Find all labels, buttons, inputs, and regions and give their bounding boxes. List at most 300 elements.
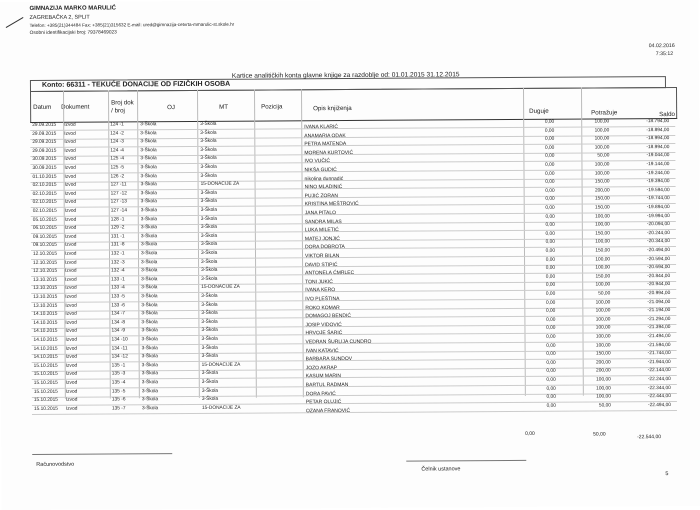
- cell-date: 15.10.2015: [33, 406, 58, 412]
- cell-broj: 133 -5: [111, 294, 125, 300]
- cell-potrazuje: 50,00: [598, 291, 611, 297]
- cell-date: 13.10.2015: [33, 277, 58, 283]
- cell-potrazuje: 100,00: [595, 308, 611, 314]
- cell-saldo: -21.194,00: [647, 308, 671, 314]
- cell-date: 29.09.2015: [32, 148, 57, 154]
- cell-saldo: -22.344,00: [647, 385, 671, 391]
- cell-document: Izvod: [64, 182, 77, 188]
- cell-saldo: -19.244,00: [646, 170, 670, 176]
- cell-oj: 3-Škola: [141, 319, 158, 326]
- cell-duguje: 0,00: [544, 128, 555, 134]
- cell-document: Izvod: [64, 174, 77, 180]
- cell-date: 13.10.2015: [33, 303, 58, 309]
- cell-potrazuje: 50,00: [597, 153, 610, 159]
- cell-document: Izvod: [64, 157, 76, 163]
- cell-opis: OZANA FRANOVIĆ: [305, 407, 351, 415]
- signature-label-left: Računovodstvo: [36, 461, 75, 468]
- page-number: 5: [665, 471, 669, 478]
- cell-mt: 3-Škola: [200, 156, 217, 162]
- col-duguje: Duguje: [529, 107, 549, 115]
- cell-date: 13.10.2015: [33, 286, 58, 292]
- cell-oj: 3-Škola: [141, 311, 158, 317]
- cell-potrazuje: 100,00: [594, 119, 610, 125]
- cell-potrazuje: 150,00: [594, 179, 610, 185]
- cell-broj: 135 -1: [111, 363, 126, 369]
- cell-duguje: 0,00: [545, 154, 555, 160]
- cell-broj: 135 -6: [111, 397, 126, 403]
- signature-label-right: Čelnik ustanove: [421, 466, 461, 473]
- cell-potrazuje: 100,00: [595, 222, 610, 228]
- cell-broj: 134 -8: [111, 320, 126, 326]
- cell-opis: BARTUL RADMAN: [305, 382, 349, 389]
- cell-opis: MORENA KURTOVIĆ: [304, 149, 354, 157]
- cell-saldo: -22.444,00: [647, 394, 671, 400]
- cell-document: Izvod: [64, 165, 76, 171]
- cell-saldo: -20.344,00: [646, 239, 670, 245]
- cell-document: Izvod: [65, 380, 78, 386]
- cell-mt: 3-Škola: [200, 233, 218, 239]
- signature-line-left: [32, 453, 172, 455]
- cell-mt: 3-Škola: [200, 130, 217, 136]
- cell-duguje: 0,00: [546, 394, 556, 400]
- cell-document: Izvod: [65, 268, 77, 274]
- cell-opis: IVANA KLARIĆ: [304, 124, 339, 131]
- cell-date: 14.10.2015: [33, 354, 58, 361]
- cell-document: Izvod: [64, 122, 76, 128]
- cell-mt: 15-DONACIJE ZA: [201, 285, 240, 291]
- cell-saldo: -19.594,00: [646, 187, 670, 193]
- org-address: ZAGREBAČKA 2, SPLIT: [29, 14, 90, 21]
- org-oib: Osobni identifikacijski broj: 79378469023: [29, 30, 117, 36]
- cell-oj: 3-Škola: [140, 165, 157, 171]
- cell-document: Izvod: [65, 354, 78, 360]
- cell-oj: 3-Škola: [141, 302, 158, 308]
- cell-duguje: 0,00: [546, 351, 556, 357]
- cell-date: 14.10.2015: [33, 320, 58, 326]
- cell-document: Izvod: [65, 346, 78, 352]
- cell-duguje: 0,00: [546, 326, 556, 332]
- cell-saldo: -22.244,00: [647, 377, 671, 383]
- cell-potrazuje: 100,00: [595, 282, 611, 288]
- cell-opis: DORA PAVIĆ: [305, 390, 336, 397]
- cell-saldo: -21.394,00: [647, 325, 671, 331]
- cell-mt: 3-Škola: [200, 224, 218, 231]
- cell-duguje: 0,00: [545, 308, 556, 314]
- cell-oj: 3-Škola: [140, 156, 157, 162]
- col-broj-dok: Broj dok: [111, 99, 134, 107]
- cell-potrazuje: 100,00: [596, 394, 611, 400]
- cell-potrazuje: 100,00: [595, 214, 610, 220]
- cell-oj: 3-Škola: [140, 122, 157, 128]
- cell-document: Izvod: [65, 372, 78, 378]
- cell-document: Izvod: [65, 303, 77, 309]
- cell-saldo: -20.694,00: [647, 265, 671, 271]
- cell-oj: 3-Škola: [141, 337, 158, 343]
- cell-potrazuje: 100,00: [596, 386, 611, 392]
- cell-opis: PETRA MATENDA: [304, 141, 347, 148]
- cell-document: Izvod: [64, 131, 76, 137]
- cell-mt: 3-Škola: [200, 147, 217, 153]
- cell-mt: 3-Škola: [200, 250, 218, 256]
- cell-document: Izvod: [65, 311, 77, 317]
- col-mt: MT: [219, 103, 229, 111]
- cell-potrazuje: 150,00: [595, 231, 610, 237]
- cell-document: Izvod: [65, 320, 77, 326]
- cell-potrazuje: 150,00: [595, 274, 611, 280]
- cell-broj: 133 -6: [111, 302, 125, 309]
- cell-saldo: -19.744,00: [646, 196, 670, 202]
- col-dokument: Dokument: [61, 103, 90, 111]
- cell-potrazuje: 100,00: [595, 343, 611, 349]
- cell-mt: 3-Škola: [201, 328, 218, 334]
- cell-mt: 3-Škola: [201, 259, 218, 265]
- col-broj: / broj: [111, 107, 125, 115]
- cell-duguje: 0,00: [546, 343, 556, 349]
- cell-opis: JOSIP VIDOVIĆ: [305, 321, 342, 329]
- cell-document: Izvod: [64, 200, 77, 206]
- cell-date: 02.10.2015: [32, 182, 57, 189]
- cell-broj: 134 -12: [111, 354, 128, 360]
- cell-duguje: 0,00: [546, 369, 556, 375]
- cell-mt: 15-DONACIJE ZA: [200, 181, 240, 188]
- cell-oj: 3-Škola: [141, 268, 158, 274]
- cell-mt: 3-Škola: [201, 336, 218, 342]
- cell-mt: 3-Škola: [200, 121, 217, 127]
- cell-mt: 3-Škola: [201, 302, 218, 308]
- cell-mt: 3-Škola: [201, 353, 218, 360]
- cell-duguje: 0,00: [545, 274, 556, 280]
- cell-duguje: 0,00: [546, 360, 556, 366]
- cell-opis: IVO PLEŠTINA: [305, 296, 340, 303]
- cell-document: Izvod: [64, 217, 77, 223]
- col-potrazuje: Potražuje: [591, 109, 618, 117]
- cell-opis: LUKA MILETIĆ: [304, 227, 339, 234]
- cell-broj: 135 -5: [111, 388, 126, 395]
- cell-mt: 3-Škola: [201, 371, 219, 377]
- cell-mt: 3-Škola: [201, 345, 218, 351]
- cell-broj: 127 -13: [110, 199, 127, 205]
- cell-potrazuje: 100,00: [595, 334, 611, 340]
- cell-oj: 3-Škola: [141, 354, 158, 360]
- cell-date: 15.10.2015: [33, 363, 58, 369]
- cell-oj: 3-Škola: [141, 285, 158, 291]
- cell-date: 02.10.2015: [32, 200, 57, 206]
- cell-saldo: -18.894,00: [646, 127, 670, 133]
- print-time: 7:35:12: [655, 51, 674, 58]
- cell-mt: 3-Škola: [200, 164, 217, 170]
- cell-mt: 3-Škola: [200, 190, 217, 196]
- cell-potrazuje: 100,00: [595, 317, 611, 323]
- cell-document: Izvod: [64, 251, 77, 257]
- col-opis: Opis knjiženja: [313, 104, 352, 113]
- cell-mt: 3-Škola: [200, 216, 218, 222]
- cell-saldo: -21.094,00: [647, 299, 671, 305]
- cell-document: Izvod: [65, 389, 78, 395]
- cell-date: 13.10.2015: [33, 294, 58, 300]
- cell-mt: 3-Škola: [200, 173, 217, 179]
- cell-document: Izvod: [65, 406, 78, 412]
- cell-broj: 135 -7: [111, 406, 126, 412]
- cell-potrazuje: 100,00: [595, 265, 611, 271]
- cell-mt: 3-Škola: [201, 310, 218, 317]
- cell-potrazuje: 200,00: [596, 368, 611, 374]
- cell-oj: 3-Škola: [140, 251, 158, 257]
- cell-oj: 3-Škola: [141, 328, 158, 334]
- cell-broj: 124 -4: [110, 148, 124, 154]
- cell-duguje: 0,00: [546, 403, 556, 409]
- cell-oj: 3-Škola: [141, 388, 159, 394]
- cell-date: 30.09.2015: [32, 165, 57, 171]
- cell-broj: 135 -4: [111, 380, 126, 386]
- total-duguje: 0,00: [525, 430, 535, 437]
- cell-oj: 3-Škola: [140, 173, 157, 179]
- cell-broj: 129 -2: [110, 225, 125, 231]
- cell-mt: 3-Škola: [200, 199, 217, 205]
- cell-potrazuje: 100,00: [596, 377, 611, 383]
- cell-document: Izvod: [64, 208, 77, 214]
- cell-potrazuje: 100,00: [595, 300, 611, 306]
- cell-document: Izvod: [65, 294, 77, 300]
- cell-broj: 127 -11: [110, 182, 127, 188]
- cell-saldo: -19.894,00: [646, 205, 670, 211]
- cell-oj: 3-Škola: [140, 147, 157, 154]
- cell-oj: 3-Škola: [141, 380, 159, 386]
- cell-date: 29.09.2015: [32, 122, 57, 128]
- cell-potrazuje: 50,00: [598, 403, 611, 409]
- cell-potrazuje: 100,00: [594, 171, 610, 177]
- cell-broj: 128 -1: [110, 216, 125, 223]
- cell-duguje: 0,00: [545, 179, 555, 185]
- cell-saldo: -18.994,00: [646, 136, 670, 142]
- cell-date: 02.10.2015: [32, 208, 57, 214]
- cell-duguje: 0,00: [545, 300, 556, 306]
- cell-mt: 3-Škola: [201, 319, 218, 325]
- cell-duguje: 0,00: [545, 188, 555, 194]
- cell-opis: VEDRAN ŠURLIJA CUNDRO: [305, 338, 372, 346]
- col-pozicija: Pozicija: [261, 103, 283, 111]
- cell-document: Izvod: [65, 260, 77, 266]
- cell-oj: 3-Škola: [140, 130, 157, 136]
- cell-mt: 3-Škola: [200, 207, 218, 213]
- col-saldo: Saldo: [659, 111, 676, 119]
- cell-opis: HRVOJE ŠARIĆ: [305, 330, 343, 337]
- cell-oj: 3-Škola: [140, 216, 158, 222]
- cell-document: Izvod: [64, 139, 76, 145]
- cell-broj: 134 -11: [111, 345, 128, 352]
- total-potrazuje: 50,00: [593, 431, 606, 438]
- cell-oj: 3-Škola: [140, 233, 158, 240]
- cell-broj: 135 -3: [111, 371, 126, 377]
- cell-oj: 3-Škola: [141, 362, 158, 369]
- org-name: GIMNAZIJA MARKO MARULIĆ: [29, 5, 116, 12]
- cell-saldo: -19.044,00: [646, 153, 670, 159]
- cell-document: Izvod: [64, 148, 76, 154]
- cell-saldo: -18.794,00: [646, 119, 670, 125]
- cell-oj: 3-Škola: [140, 190, 157, 197]
- cell-broj: 134 -7: [111, 311, 125, 317]
- report-title: Kartice analitičkih konta glavne knjige za razdoblje od: 01.01.2015 31.12.2015: [231, 71, 460, 80]
- cell-date: 15.10.2015: [33, 380, 58, 386]
- cell-document: Izvod: [64, 225, 77, 231]
- cell-opis: JANA PITALO: [304, 210, 337, 217]
- cell-opis: ANTONELA ĆMRLEC: [305, 270, 355, 277]
- cell-document: Izvod: [64, 191, 77, 197]
- cell-saldo: -20.844,00: [647, 273, 671, 279]
- cell-oj: 3-Škola: [141, 371, 159, 377]
- cell-saldo: -20.494,00: [647, 248, 671, 254]
- cell-document: Izvod: [64, 234, 77, 240]
- cell-date: 12.10.2015: [32, 251, 58, 257]
- cell-oj: 3-Škola: [141, 397, 159, 403]
- cell-date: 15.10.2015: [33, 372, 58, 378]
- cell-date: 02.10.2015: [32, 191, 57, 197]
- cell-potrazuje: 150,00: [595, 205, 610, 211]
- cell-duguje: 0,00: [545, 257, 556, 263]
- cell-duguje: 0,00: [546, 334, 556, 340]
- cell-broj: 124 -2: [110, 130, 124, 137]
- cell-date: 09.10.2015: [32, 234, 57, 240]
- cell-duguje: 0,00: [545, 214, 555, 220]
- cell-mt: 3-Škola: [201, 379, 219, 385]
- cell-broj: 126 -2: [110, 173, 125, 180]
- cell-broj: 127 -14: [110, 208, 128, 214]
- cell-document: Izvod: [65, 329, 77, 335]
- cell-document: Izvod: [65, 363, 78, 369]
- cell-date: 06.10.2015: [32, 225, 57, 232]
- cell-duguje: 0,00: [545, 248, 556, 254]
- cell-mt: 3-Škola: [201, 276, 218, 282]
- cell-oj: 3-Škola: [141, 259, 158, 265]
- col-oj: OJ: [167, 104, 176, 112]
- cell-document: Izvod: [65, 286, 77, 292]
- cell-duguje: 0,00: [545, 171, 555, 177]
- cell-saldo: -21.744,00: [647, 351, 671, 357]
- cell-mt: 3-Škola: [201, 267, 218, 274]
- cell-date: 30.09.2015: [32, 157, 57, 163]
- cell-saldo: -21.594,00: [647, 342, 671, 348]
- cell-document: Izvod: [65, 337, 78, 343]
- cell-opis: IVANA KERO: [305, 287, 336, 294]
- cell-opis: SANDRA MILAS: [304, 218, 342, 225]
- cell-potrazuje: 150,00: [595, 248, 611, 254]
- cell-broj: 132 -1: [110, 251, 125, 257]
- cell-duguje: 0,00: [546, 317, 556, 323]
- cell-date: 14.10.2015: [33, 346, 58, 352]
- cell-broj: 131 -8: [110, 242, 125, 248]
- cell-saldo: -21.494,00: [647, 334, 671, 340]
- cell-duguje: 0,00: [545, 240, 555, 246]
- cell-date: 15.10.2015: [33, 389, 58, 395]
- cell-date: 29.09.2015: [32, 131, 57, 137]
- cell-opis: JOZO AKRAP: [305, 364, 338, 372]
- cell-duguje: 0,00: [546, 386, 556, 392]
- cell-duguje: 0,00: [546, 377, 556, 383]
- cell-potrazuje: 100,00: [595, 257, 611, 263]
- cell-opis: VIKTOR BILAN: [304, 253, 340, 260]
- cell-oj: 3-Škola: [141, 345, 158, 351]
- cell-mt: 15-DONACIJE ZA: [201, 405, 241, 411]
- cell-duguje: 0,00: [544, 145, 555, 151]
- cell-oj: 3-Škola: [140, 182, 157, 188]
- org-contact: Telefon: +385(21)344484 Fax: +385(21)315632 E-mail: ured@gimnazija-cetvrta-mmarulic-st.skole.hr: [29, 21, 235, 28]
- cell-saldo: -19.394,00: [646, 179, 670, 185]
- konto-label: Konto: 66311 - TEKUĆE DONACIJE OD FIZIČKIH OSOBA: [41, 80, 231, 89]
- col-datum: Datum: [33, 103, 52, 111]
- cell-broj: 133 -4: [111, 285, 125, 291]
- cell-date: 14.10.2015: [33, 311, 58, 318]
- cell-broj: 127 -12: [110, 191, 127, 197]
- cell-broj: 134 -10: [111, 337, 128, 343]
- cell-opis: ROKO KOMAR: [305, 304, 340, 311]
- cell-saldo: -20.944,00: [647, 282, 671, 288]
- cell-oj: 3-Škola: [141, 276, 158, 283]
- cell-potrazuje: 200,00: [594, 188, 610, 194]
- cell-duguje: 0,00: [545, 231, 555, 237]
- cell-duguje: 0,00: [544, 119, 555, 125]
- cell-oj: 3-Škola: [140, 225, 158, 231]
- cell-date: 14.10.2015: [33, 337, 58, 343]
- cell-oj: 3-Škola: [141, 294, 158, 300]
- cell-broj: 124 -1: [110, 122, 124, 128]
- cell-saldo: -19.994,00: [646, 213, 670, 219]
- cell-duguje: 0,00: [544, 136, 555, 142]
- cell-opis: DOMAGOJ BENDIĆ: [305, 313, 351, 320]
- cell-potrazuje: 100,00: [595, 239, 610, 245]
- cell-mt: 15-DONACIJE ZA: [201, 362, 241, 368]
- cell-opis: PUJIĆ ZORAN: [304, 192, 339, 200]
- cell-date: 12.10.2015: [33, 260, 58, 266]
- cell-broj: 131 -1: [110, 234, 125, 240]
- cell-opis: PETAR OLUJIĆ: [305, 399, 342, 406]
- signature-line-right: [406, 460, 526, 462]
- cell-broj: 125 -4: [110, 156, 125, 162]
- cell-date: 29.09.2015: [32, 139, 57, 146]
- cell-potrazuje: 200,00: [595, 360, 611, 366]
- cell-saldo: -20.594,00: [647, 256, 671, 262]
- cell-oj: 3-Škola: [140, 208, 158, 214]
- cell-mt: 3-Škola: [201, 293, 218, 299]
- cell-mt: 3-Škola: [200, 242, 218, 248]
- total-saldo: -22.544,00: [637, 434, 662, 441]
- cell-potrazuje: 100,00: [594, 136, 610, 142]
- cell-date: 05.10.2015: [32, 217, 57, 223]
- cell-duguje: 0,00: [545, 205, 555, 211]
- cell-duguje: 0,00: [545, 162, 555, 168]
- cell-opis: KASUM MARIN: [305, 373, 342, 380]
- cell-opis: NINO MLADINIĆ: [304, 184, 343, 191]
- cell-mt: 3-Škola: [201, 388, 219, 394]
- pen-mark: [6, 17, 24, 28]
- cell-date: 01.10.2015: [32, 174, 57, 180]
- cell-opis: DORA DOBROTA: [304, 244, 345, 251]
- cell-saldo: -20.994,00: [647, 291, 671, 297]
- cell-date: 12.10.2015: [33, 268, 58, 275]
- cell-opis: KRISTINA MEŠTROVIĆ: [304, 201, 359, 208]
- cell-saldo: -18.994,00: [646, 144, 670, 150]
- cell-saldo: -19.144,00: [646, 162, 670, 168]
- cell-oj: 3-Škola: [140, 139, 157, 145]
- cell-mt: 3-Škola: [200, 139, 217, 145]
- cell-opis: IVAN KATAVIĆ: [305, 347, 339, 354]
- cell-opis: nikolina dunnadić: [304, 175, 344, 182]
- cell-potrazuje: 100,00: [594, 128, 610, 134]
- cell-opis: BARBARA SUNDOV: [305, 356, 353, 363]
- cell-duguje: 0,00: [545, 283, 556, 289]
- cell-broj: 125 -5: [110, 165, 125, 171]
- cell-potrazuje: 100,00: [594, 145, 610, 151]
- cell-broj: 132 -3: [111, 259, 125, 266]
- cell-potrazuje: 100,00: [595, 325, 611, 331]
